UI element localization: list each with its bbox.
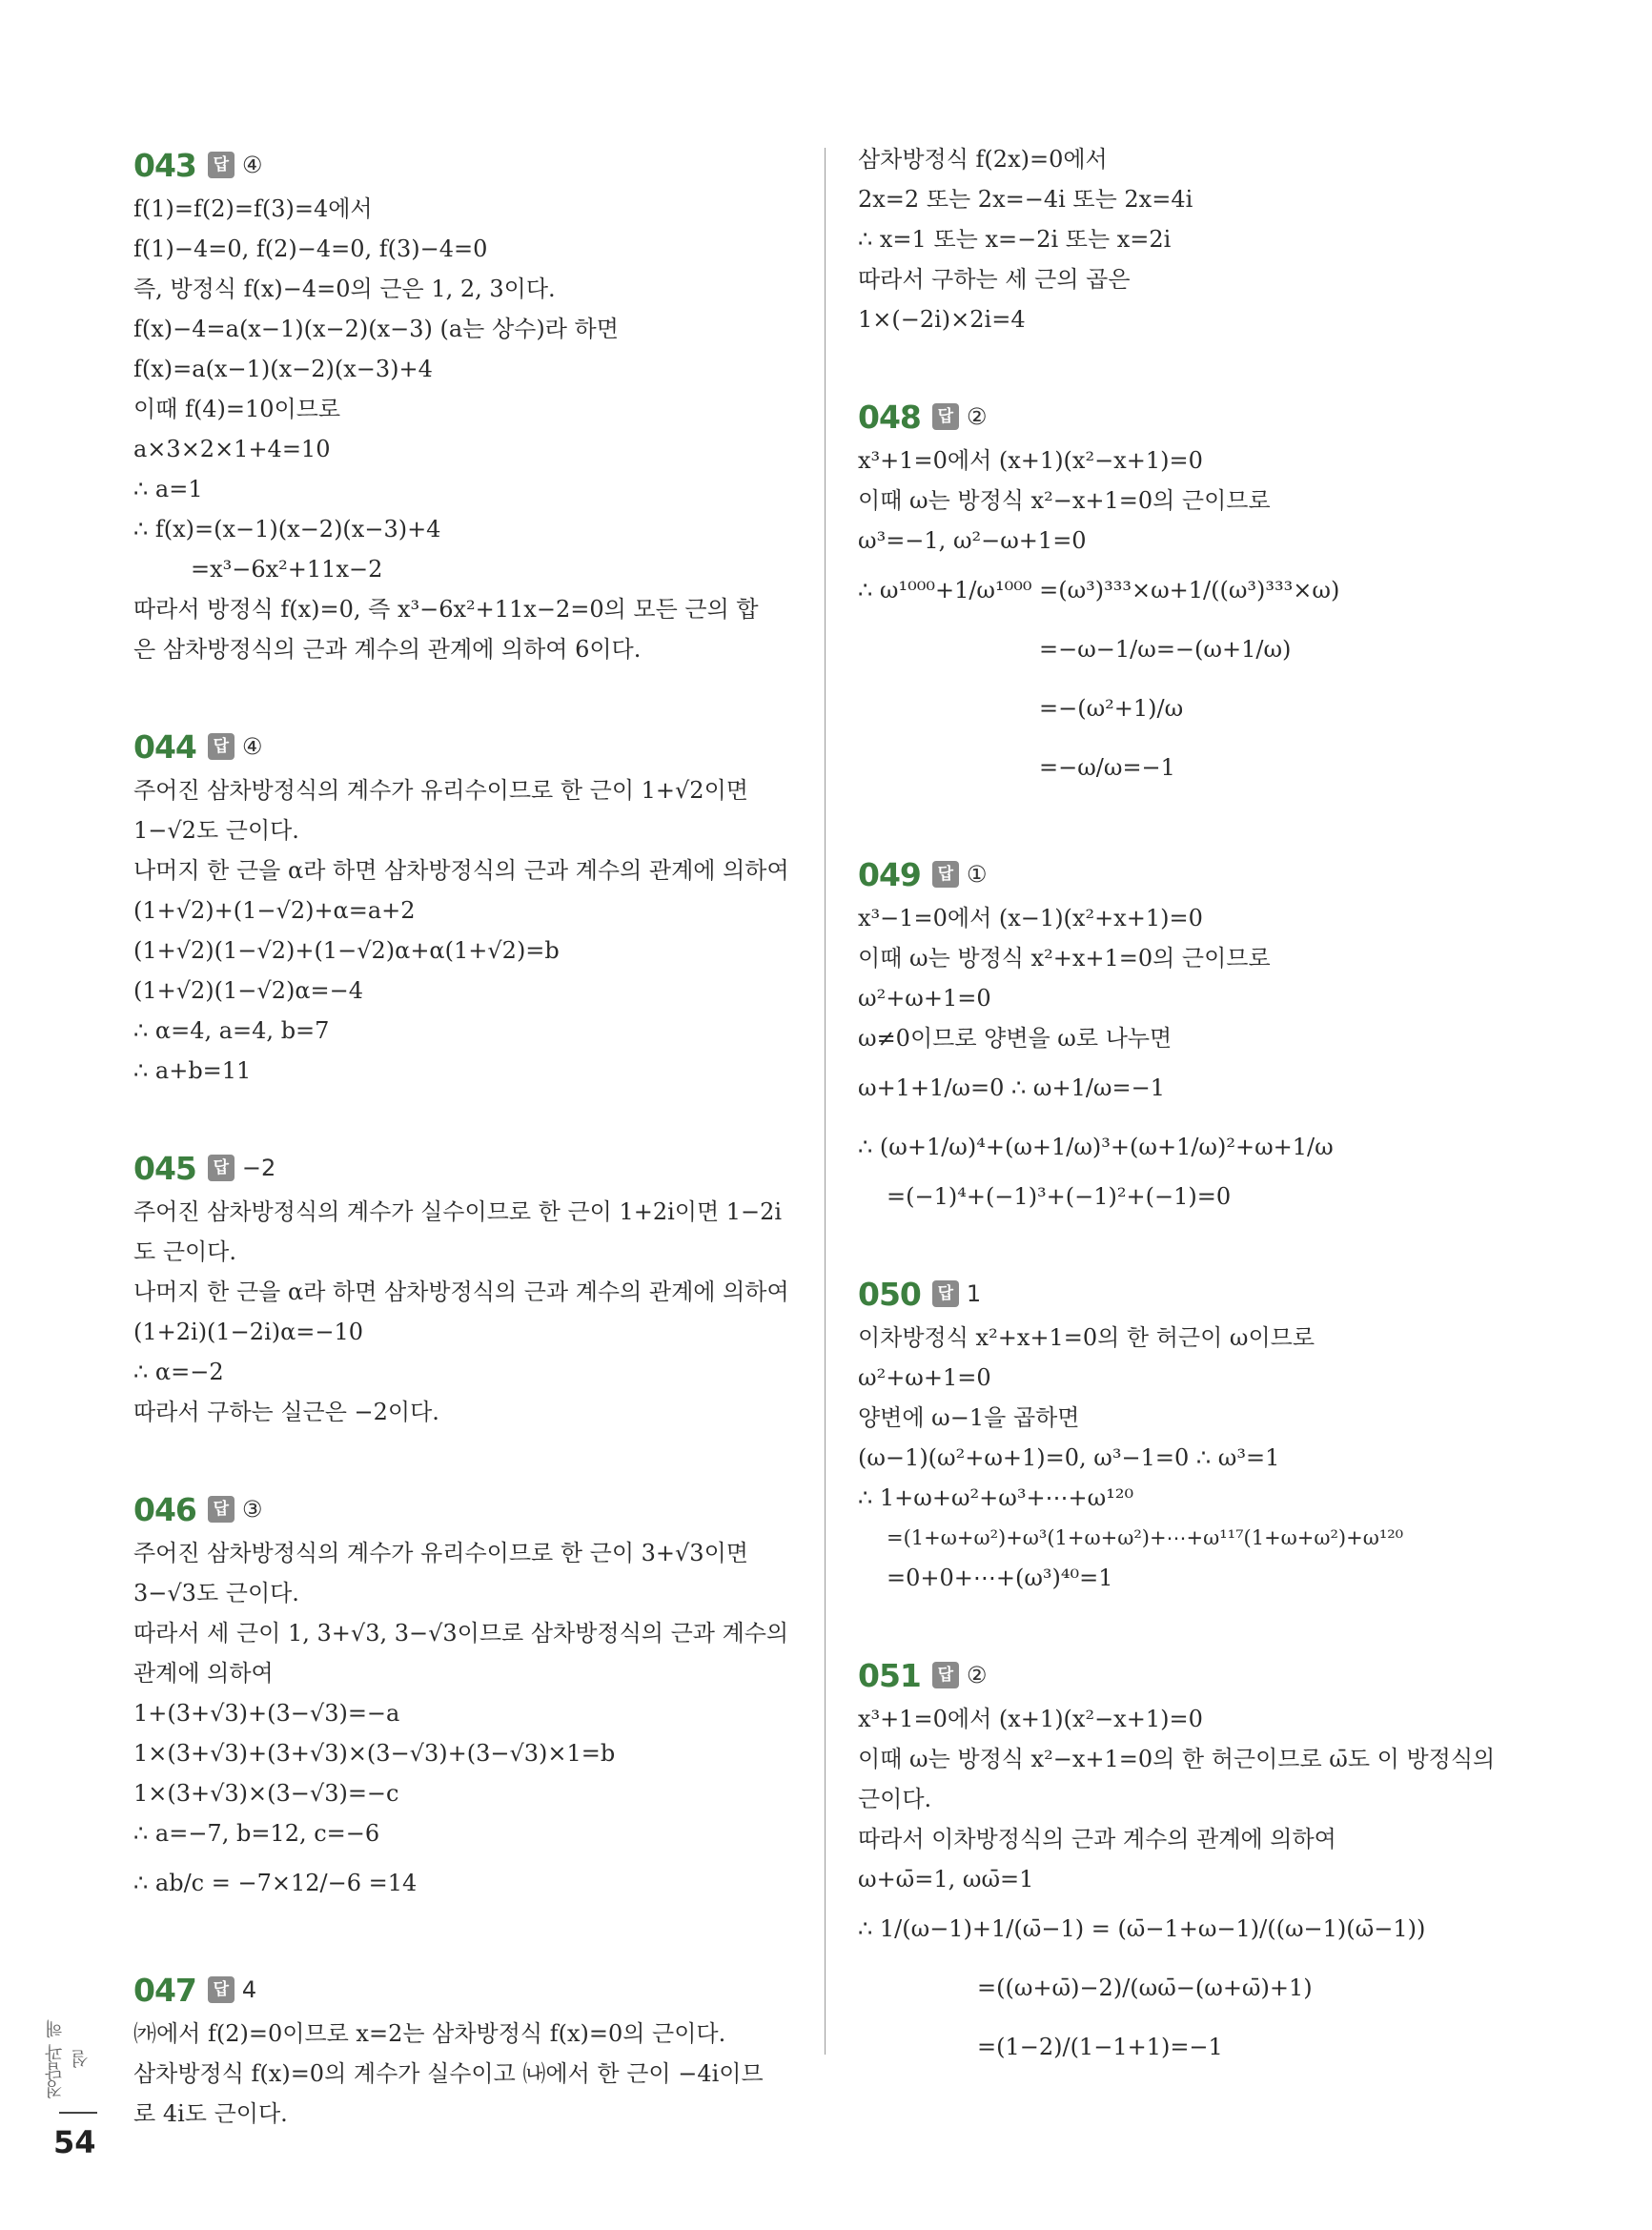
solution-line: =−ω−1/ω=−(ω+1/ω) [1039,636,1292,663]
section-047-continued [858,139,1525,339]
section-047 [133,1968,786,2134]
solution-line: =((ω+ω̄)−2)/(ωω̄−(ω+ω̄)+1) [977,1974,1313,2001]
solution-line: ∴ 1/(ω−1)+1/(ω̄−1) = (ω̄−1+ω−1)/((ω−1)(ω̄−1)) [858,1915,1426,1942]
problem-header [133,1146,786,1190]
solution-line: a×3×2×1+4=10 [133,436,331,462]
section-043 [133,143,786,669]
section-048 [858,395,1525,797]
problem-number: 044 [133,727,196,766]
answer-value: 4 [241,1976,257,2003]
section-049 [858,852,1525,1217]
solution-line: ω²+ω+1=0 [858,1364,991,1391]
solution-line: 1×(−2i)×2i=4 [858,306,1026,333]
solution-line: 1×(3+√3)+(3+√3)×(3−√3)+(3−√3)×1=b [133,1740,616,1767]
solution-line: 이때 ω는 방정식 x²−x+1=0의 한 허근이므로 ω̄도 이 방정식의 [858,1746,1496,1772]
problem-number: 045 [133,1149,196,1187]
solution-line: 나머지 한 근을 α라 하면 삼차방정식의 근과 계수의 관계에 의하여 [133,857,789,884]
solution-line: (ω−1)(ω²+ω+1)=0, ω³−1=0 ∴ ω³=1 [858,1444,1280,1471]
solution-line: 주어진 삼차방정식의 계수가 실수이므로 한 근이 1+2i이면 1−2i [133,1198,783,1225]
problem-header [133,1487,786,1531]
solution-line: ∴ 1+ω+ω²+ω³+⋯+ω¹²⁰ [858,1484,1134,1511]
problem-number: 048 [858,398,921,436]
solution-line: 로 4i도 근이다. [133,2100,288,2127]
solution-line: ω²+ω+1=0 [858,985,991,1012]
problem-header [858,852,1525,896]
solution-line: ∴ f(x)=(x−1)(x−2)(x−3)+4 [133,516,441,542]
solution-line: f(x)−4=a(x−1)(x−2)(x−3) (a는 상수)라 하면 [133,316,619,342]
problem-header [858,395,1525,439]
solution-line: 도 근이다. [133,1238,236,1265]
solution-line: ㈎에서 f(2)=0이므로 x=2는 삼차방정식 f(x)=0의 근이다. [133,2020,726,2047]
section-051 [858,1653,1525,2077]
solution-line: =(1+ω+ω²)+ω³(1+ω+ω²)+⋯+ω¹¹⁷(1+ω+ω²)+ω¹²⁰ [887,1526,1404,1549]
solution-line: 따라서 구하는 실근은 −2이다. [133,1399,439,1425]
answer-tag: 답 [208,1976,235,2003]
solution-line: 이차방정식 x²+x+1=0의 한 허근이 ω이므로 [858,1324,1315,1351]
solution-line: 따라서 방정식 f(x)=0, 즉 x³−6x²+11x−2=0의 모든 근의 합 [133,596,759,623]
solution-line: (1+√2)+(1−√2)+α=a+2 [133,897,416,924]
section-046 [133,1487,789,1913]
solution-line: 3−√3도 근이다. [133,1580,299,1606]
answer-tag: 답 [208,733,235,760]
solution-line: =0+0+⋯+(ω³)⁴⁰=1 [887,1565,1113,1591]
problem-number: 043 [133,146,196,184]
solution-line: =x³−6x²+11x−2 [191,556,383,583]
solution-line: 근이다. [858,1786,932,1812]
solution-line: f(1)−4=0, f(2)−4=0, f(3)−4=0 [133,235,488,262]
answer-tag: 답 [208,1496,235,1523]
solution-line: x³−1=0에서 (x−1)(x²+x+1)=0 [858,905,1203,931]
solution-line: =−ω/ω=−1 [1039,754,1175,781]
answer-tag: 답 [208,152,235,178]
problem-number: 051 [858,1656,921,1694]
problem-header [133,1968,786,2012]
problem-number: 046 [133,1490,196,1528]
answer-tag: 답 [932,861,959,888]
solution-line: ω³=−1, ω²−ω+1=0 [858,527,1087,554]
section-050 [858,1272,1525,1598]
solution-line: ∴ (ω+1/ω)⁴+(ω+1/ω)³+(ω+1/ω)²+ω+1/ω [858,1134,1334,1160]
answer-value: 1 [966,1280,982,1307]
solution-line: ω≠0이므로 양변을 ω로 나누면 [858,1025,1173,1052]
section-045 [133,1146,789,1432]
solution-line: =(−1)⁴+(−1)³+(−1)²+(−1)=0 [887,1183,1232,1210]
solution-line: 1+(3+√3)+(3−√3)=−a [133,1700,400,1727]
problem-number: 049 [858,855,921,893]
solution-line: 주어진 삼차방정식의 계수가 유리수이므로 한 근이 3+√3이면 [133,1540,748,1566]
answer-value: ② [966,403,988,430]
solution-line: =(1−2)/(1−1+1)=−1 [977,2034,1223,2060]
solution-line: 따라서 이차방정식의 근과 계수의 관계에 의하여 [858,1826,1336,1852]
solution-line: ∴ x=1 또는 x=−2i 또는 x=2i [858,226,1172,253]
solution-line: f(x)=a(x−1)(x−2)(x−3)+4 [133,356,433,382]
section-044 [133,725,789,1091]
answer-tag: 답 [932,1280,959,1307]
solution-line: ∴ α=4, a=4, b=7 [133,1017,330,1044]
solution-line: 양변에 ω−1을 곱하면 [858,1404,1080,1431]
problem-header [858,1272,1525,1316]
solution-line: 주어진 삼차방정식의 계수가 유리수이므로 한 근이 1+√2이면 [133,777,748,804]
answer-tag: 답 [932,403,959,430]
solution-line: ∴ ω¹⁰⁰⁰+1/ω¹⁰⁰⁰ =(ω³)³³³×ω+1/((ω³)³³³×ω) [858,577,1340,604]
problem-number: 050 [858,1275,921,1313]
side-rule [59,2112,97,2114]
solution-line: x³+1=0에서 (x+1)(x²−x+1)=0 [858,1706,1203,1732]
answer-value: ② [966,1662,988,1688]
page-number: 54 [53,2124,96,2160]
solution-line: x³+1=0에서 (x+1)(x²−x+1)=0 [858,447,1203,474]
solution-line: 이때 ω는 방정식 x²+x+1=0의 근이므로 [858,945,1271,972]
problem-header [133,143,786,187]
solution-line: 1−√2도 근이다. [133,817,299,844]
problem-number: 047 [133,1971,196,2009]
solution-line: 1×(3+√3)×(3−√3)=−c [133,1780,399,1807]
solution-line: 즉, 방정식 f(x)−4=0의 근은 1, 2, 3이다. [133,276,556,302]
column-divider [825,148,826,2055]
left-column [133,143,789,2189]
answer-value: ④ [241,152,263,178]
solution-line: 이때 ω는 방정식 x²−x+1=0의 근이므로 [858,487,1271,514]
solution-line: ω+ω̄=1, ωω̄=1 [858,1866,1034,1892]
problem-header [133,725,786,768]
solution-line: 나머지 한 근을 α라 하면 삼차방정식의 근과 계수의 관계에 의하여 [133,1279,789,1305]
answer-value: −2 [241,1155,276,1181]
solution-line: 삼차방정식 f(2x)=0에서 [858,146,1108,173]
solution-line: 2x=2 또는 2x=−4i 또는 2x=4i [858,186,1193,213]
solution-line: 은 삼차방정식의 근과 계수의 관계에 의하여 6이다. [133,636,642,663]
answer-tag: 답 [932,1662,959,1688]
answer-value: ③ [241,1496,263,1523]
solution-line: ∴ a=1 [133,476,203,502]
solution-line: f(1)=f(2)=f(3)=4에서 [133,195,373,222]
solution-line: ∴ ab/c = −7×12/−6 =14 [133,1870,418,1896]
solution-line: (1+2i)(1−2i)α=−10 [133,1319,364,1345]
solution-line: (1+√2)(1−√2)α=−4 [133,977,364,1004]
solution-line: 삼차방정식 f(x)=0의 계수가 실수이고 ㈏에서 한 근이 −4i이므 [133,2060,764,2087]
solution-line: ∴ α=−2 [133,1359,224,1385]
problem-header [858,1653,1525,1697]
right-column [858,143,1525,2132]
answer-tag: 답 [208,1155,235,1181]
solution-line: ω+1+1/ω=0 ∴ ω+1/ω=−1 [858,1074,1165,1101]
solution-line: 이때 f(4)=10이므로 [133,396,341,422]
answer-value: ④ [241,733,263,760]
side-section-label: 정답과 해설 [45,2019,92,2099]
solution-line: 관계에 의하여 [133,1660,274,1687]
solution-line: ∴ a=−7, b=12, c=−6 [133,1820,380,1847]
answer-value: ① [966,861,988,888]
solution-line: 따라서 세 근이 1, 3+√3, 3−√3이므로 삼차방정식의 근과 계수의 [133,1620,789,1647]
solution-line: ∴ a+b=11 [133,1057,252,1084]
solution-line: 따라서 구하는 세 근의 곱은 [858,266,1131,293]
solution-line: (1+√2)(1−√2)+(1−√2)α+α(1+√2)=b [133,937,560,964]
solution-line: =−(ω²+1)/ω [1039,695,1184,722]
